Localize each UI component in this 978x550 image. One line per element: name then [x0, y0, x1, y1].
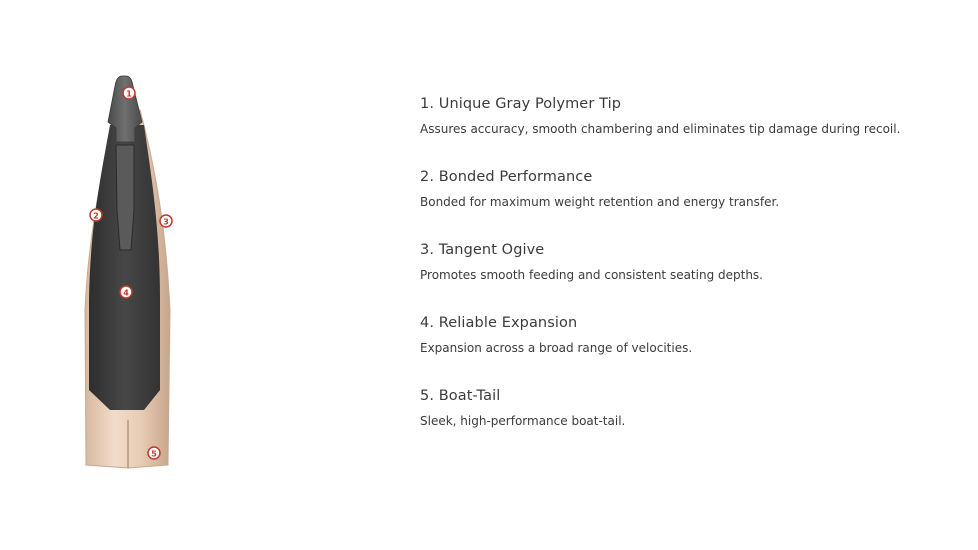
feature-description: Bonded for maximum weight retention and energy transfer. — [420, 195, 780, 209]
feature-description: Sleek, high-performance boat-tail. — [420, 414, 626, 428]
feature-title: 3. Tangent Ogive — [420, 242, 545, 258]
feature-item-bonded — [420, 168, 960, 241]
bullet-cutaway-diagram — [60, 60, 200, 490]
feature-title: 1. Unique Gray Polymer Tip — [420, 96, 622, 112]
marker-1 — [123, 87, 135, 99]
feature-item-boat-tail — [420, 387, 960, 460]
svg-text:5: 5 — [151, 449, 157, 459]
marker-4 — [120, 286, 132, 298]
feature-list — [420, 95, 960, 460]
feature-item-ogive — [420, 241, 960, 314]
feature-description: Promotes smooth feeding and consistent seating depths. — [420, 268, 763, 282]
feature-title: 2. Bonded Performance — [420, 169, 593, 185]
svg-text:2: 2 — [93, 211, 99, 221]
marker-3 — [160, 215, 172, 227]
feature-item-expansion — [420, 314, 960, 387]
feature-title: 4. Reliable Expansion — [420, 315, 578, 331]
feature-item-tip — [420, 95, 960, 168]
svg-text:3: 3 — [163, 217, 169, 227]
feature-description: Assures accuracy, smooth chambering and eliminates tip damage during recoil. — [420, 122, 901, 136]
feature-description: Expansion across a broad range of velocities. — [420, 341, 693, 355]
tip-shaft — [116, 145, 134, 250]
marker-2 — [90, 209, 102, 221]
svg-text:4: 4 — [123, 288, 129, 298]
svg-text:1: 1 — [126, 89, 132, 99]
marker-5 — [148, 447, 160, 459]
feature-title: 5. Boat-Tail — [420, 388, 501, 404]
